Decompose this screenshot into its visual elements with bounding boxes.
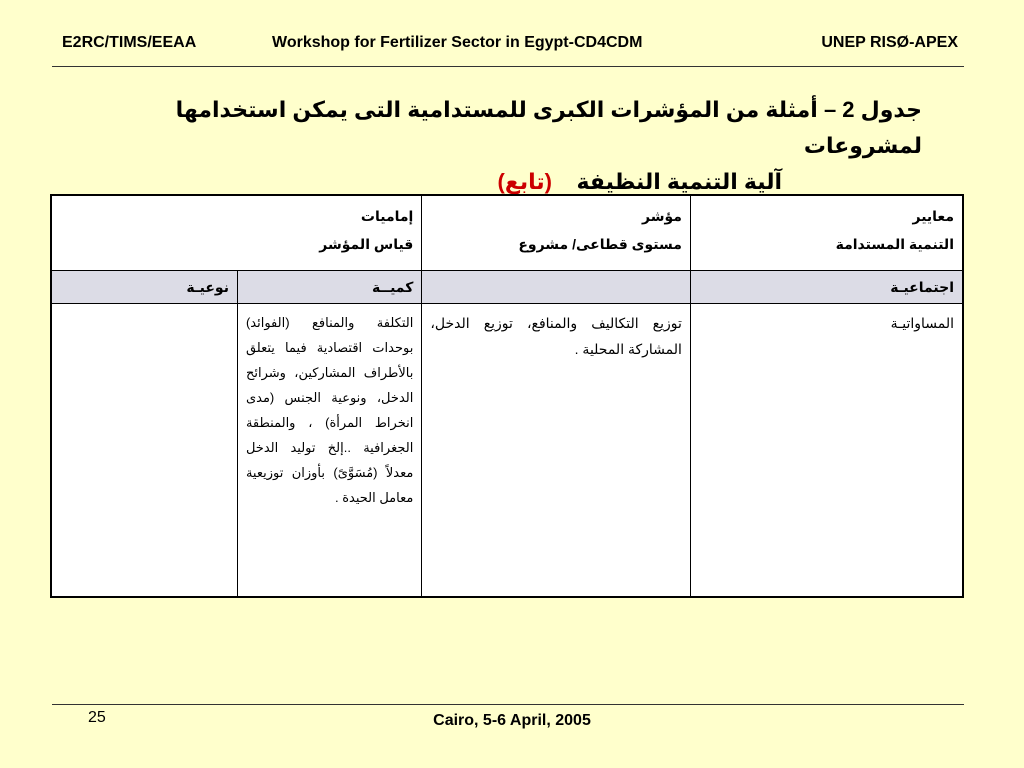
footer-rule xyxy=(52,704,964,705)
header-workshop: Workshop for Fertilizer Sector in Egypt-CD4CDM xyxy=(272,34,643,51)
slide-header xyxy=(52,30,964,60)
header-partner: UNEP RISØ-APEX xyxy=(821,34,958,51)
page-number: 25 xyxy=(88,709,106,726)
header-cell-indicator: مؤشر مستوى قطاعى/ مشروع xyxy=(422,195,691,271)
subheader-social: اجتماعيـة xyxy=(690,271,963,304)
cell-quantity: التكلفة والمنافع (الفوائد) بوحدات اقتصادية فيما يتعلق بالأطراف المشاركين، وشرائح الدخل، ونوعية الجنس (مدى انخراط المرأة) ، والمنطقة الجغرافية ..إلخ توليد الدخل معدلاً (مُسَوَّىً) بأوزان توزيعية معامل الحيدة . xyxy=(237,304,421,598)
title-line1: جدول 2 – أمثلة من المؤشرات الكبرى للمستدامية التى يمكن استخدامها لمشروعات xyxy=(175,97,922,158)
header-org: E2RC/TIMS/EEAA xyxy=(62,34,197,51)
subheader-quality: نوعيـة xyxy=(51,271,237,304)
header-rule xyxy=(52,66,964,67)
footer-text: Cairo, 5-6 April, 2005 xyxy=(433,712,591,729)
table-row xyxy=(51,304,963,598)
header-cell-criteria: معايير التنمية المستدامة xyxy=(690,195,963,271)
cell-quality xyxy=(51,304,237,598)
cell-criterion: المساواتيـة xyxy=(690,304,963,598)
header-cell-basics: إماميات قياس المؤشر xyxy=(51,195,422,271)
slide-title xyxy=(60,92,922,200)
subheader-empty xyxy=(422,271,691,304)
subheader-quantity: كميــة xyxy=(237,271,421,304)
title-continued: (تابع) xyxy=(497,169,552,194)
cell-indicator: توزيع التكاليف والمنافع، توزيع الدخل، المشاركة المحلية . xyxy=(422,304,691,598)
table-subheader-row xyxy=(51,271,963,304)
title-line2-text: آلية التنمية النظيفة xyxy=(576,169,782,194)
indicators-table xyxy=(50,194,964,598)
table-header-row xyxy=(51,195,963,271)
